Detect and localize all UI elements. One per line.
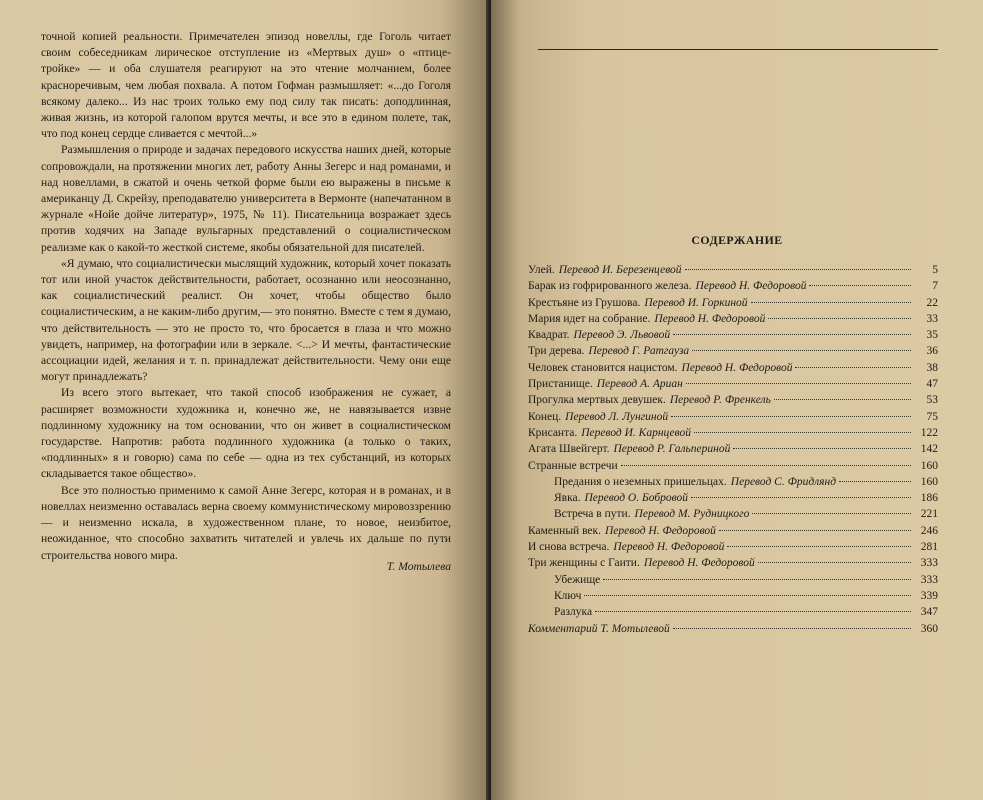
toc-dot-leader <box>839 481 911 482</box>
toc-entry-page: 7 <box>932 280 938 293</box>
toc-dot-leader <box>685 269 911 270</box>
toc-entry <box>528 392 938 408</box>
toc-entry-title: Человек становится нацистом. <box>528 361 678 374</box>
toc-entry-translator: Перевод Р. Френкель <box>669 394 771 407</box>
toc-entry-page: 347 <box>920 606 938 619</box>
toc-entry-title: Пристанище. <box>528 378 593 391</box>
toc-entry <box>528 311 938 327</box>
toc-dot-leader <box>694 432 911 433</box>
toc-dot-leader <box>774 399 911 400</box>
toc-entry <box>528 360 938 376</box>
toc-entry-title: Мария идет на собрание. <box>528 312 651 325</box>
toc-entry <box>528 262 938 278</box>
toc-dot-leader <box>751 302 911 303</box>
toc-entry-translator: Перевод Н. Федоровой <box>681 361 793 374</box>
toc-entry <box>528 555 938 571</box>
author-signature: Т. Мотылева <box>386 560 451 573</box>
essay-paragraph: точной копией реальности. Примечателен эпизод новеллы, где Гоголь читает своим собеседникам лирическое отступление из «Мертвых душ» о «птице-тройке» — и оба слушателя реагируют на это чтение молчанием, более красноречивым, чем любая похвала. А потом Гофман размышляет: «...до Гоголя всякому далеко... Из нас троих только ему под силу так писать: доподлинная, живая жизнь, из которой галопом врутся мечты, и все это в едином полете, так, что под конец сердце сливается с мечтой...» <box>41 30 451 141</box>
toc-dot-leader <box>719 530 911 531</box>
toc-entry-page: 333 <box>920 573 938 586</box>
toc-entry <box>528 588 938 604</box>
toc-entry-translator: Перевод Н. Федоровой <box>695 280 807 293</box>
toc-entry-translator: Перевод Н. Федоровой <box>613 541 725 554</box>
toc-entry-page: 75 <box>926 410 938 423</box>
toc-entry <box>528 409 938 425</box>
toc-entry <box>528 506 938 522</box>
toc-title: СОДЕРЖАНИЕ <box>691 233 783 247</box>
toc-entry-page: 246 <box>920 524 938 537</box>
toc-dot-leader <box>768 318 911 319</box>
toc-entry-title: Конец. <box>528 410 562 423</box>
right-page <box>491 0 983 800</box>
toc-entry-title: Ключ <box>554 589 582 602</box>
toc-entry-page: 33 <box>926 312 938 325</box>
toc-dot-leader <box>673 334 911 335</box>
toc-entry-title: Прогулка мертвых девушек. <box>528 394 666 407</box>
top-rule <box>538 49 938 50</box>
toc-entry <box>528 441 938 457</box>
toc-entry-title: Разлука <box>554 606 593 619</box>
essay-paragraph: Из всего этого вытекает, что такой способ изображения не сужает, а расширяет возможности художника и, конечно же, не навязывается извне подлинному художнику на том основании, что он живет в социалистическом государстве. Напротив: работа подлинного художника (а только о таких, «подлинных» я и говорю) сама по себе — одна из тех субстанций, из которых складывается такое общество». <box>41 386 451 481</box>
toc-entry-translator: Перевод Г. Ратгауза <box>588 345 690 358</box>
toc-entry-title: Три женщины с Гаити. <box>528 557 640 570</box>
toc-entry-title: Убежище <box>554 573 601 586</box>
toc-entry-translator: Перевод И. Карнцевой <box>581 426 692 439</box>
toc-entry-page: 53 <box>926 394 938 407</box>
toc-entry-translator: Перевод Л. Лунгиной <box>565 410 669 423</box>
toc-entry-page: 333 <box>920 557 938 570</box>
toc-entry-translator: Перевод О. Бобровой <box>584 492 688 505</box>
toc-entry <box>528 621 938 637</box>
toc-entry-page: 38 <box>926 361 938 374</box>
toc-entry <box>528 376 938 392</box>
toc-entry-title: Три дерева. <box>528 345 585 358</box>
toc-dot-leader <box>727 546 911 547</box>
toc-entry <box>528 523 938 539</box>
toc-dot-leader <box>733 448 911 449</box>
left-page <box>0 0 489 800</box>
toc-entry-title: И снова встреча. <box>528 541 610 554</box>
toc-entry-title: Встреча в пути. <box>554 508 631 521</box>
toc-entry-translator: Перевод Н. Федоровой <box>654 312 766 325</box>
toc-entry-translator: Перевод А. Ариан <box>596 378 683 391</box>
toc-entry <box>528 474 938 490</box>
toc-entry-page: 339 <box>920 589 938 602</box>
toc-entry-translator: Перевод Н. Федоровой <box>643 557 755 570</box>
toc-entry-page: 5 <box>932 264 938 276</box>
toc-dot-leader <box>621 465 911 466</box>
essay-paragraph: Все это полностью применимо к самой Анне Зегерс, которая и в романах, и в новеллах неизменно оставалась верна своему коммунистическому мировоззрению — и неизменно искала, в художественном плане, то новое, неизбитое, неожиданное, что способно захватить читателей и увлечь их дальше по пути строительства нового мира. <box>41 483 451 562</box>
toc-entry-translator: Перевод Н. Федоровой <box>605 524 716 537</box>
toc-entry-page: 281 <box>920 541 938 554</box>
toc-entry <box>528 458 938 474</box>
toc-entry <box>528 425 938 441</box>
toc-entry-title: Агата Швейгерт. <box>528 443 610 456</box>
toc-entry-title: Странные встречи <box>528 459 618 472</box>
toc-entry-translator: Перевод Э. Львовой <box>573 329 671 342</box>
toc-entry-page: 36 <box>926 345 938 358</box>
toc-entry-title: Крестьяне из Грушова. <box>528 296 641 309</box>
toc-entry-title: Каменный век. <box>528 524 601 537</box>
toc-dot-leader <box>795 367 911 368</box>
essay-paragraph: «Я думаю, что социалистически мыслящий художник, который хочет показать тот или иной участок действительности, работает, осознанно или неосознанно, как социалистический реалист. Он хочет, чтобы общество было социалистическим, а не каким-либо другим,— это понятно. Вместе с тем я думаю, что действительность — это не просто то, что бросается в глаза и что можно увидеть, например, на фотографии или в зеркале. <...> И мечты, фантастические ассоциации идей, желания и т. п. принадлежат действительности. Чему они еще могут принадлежать? <box>41 256 451 384</box>
toc-entry <box>528 539 938 555</box>
toc-entry-translator: Перевод И. Горкиной <box>644 296 748 309</box>
toc-entry <box>528 490 938 506</box>
toc-dot-leader <box>691 497 911 498</box>
toc-entry-title: Улей. <box>528 264 555 276</box>
toc-entry-page: 142 <box>920 443 938 456</box>
toc-dot-leader <box>758 562 911 563</box>
toc-entry-page: 122 <box>920 426 938 439</box>
toc-dot-leader <box>673 628 911 629</box>
toc-entry-translator: Перевод М. Рудницкого <box>634 508 750 521</box>
toc-dot-leader <box>752 513 911 514</box>
toc-entry-title: Комментарий Т. Мотылевой <box>528 622 670 635</box>
toc-dot-leader <box>692 350 911 351</box>
toc-entry-title: Барак из гофрированного железа. <box>528 280 692 293</box>
toc-dot-leader <box>603 579 911 580</box>
toc-entry <box>528 278 938 294</box>
toc-entry <box>528 295 938 311</box>
toc-entry-page: 35 <box>926 329 938 342</box>
toc-entry-title: Явка. <box>554 492 581 505</box>
toc-entry-title: Квадрат. <box>528 329 570 342</box>
toc-entry <box>528 604 938 620</box>
toc-entry-page: 160 <box>920 475 938 488</box>
toc-dot-leader <box>584 595 911 596</box>
toc-entry <box>528 327 938 343</box>
toc-entry-page: 22 <box>926 296 938 309</box>
toc-entry <box>528 343 938 359</box>
toc-dot-leader <box>809 285 911 286</box>
toc-entry-page: 47 <box>926 378 938 391</box>
toc-entry-page: 186 <box>920 492 938 505</box>
toc-dot-leader <box>595 611 911 612</box>
toc-dot-leader <box>686 383 911 384</box>
essay-text <box>41 29 451 564</box>
toc-entry <box>528 572 938 588</box>
toc-entry-title: Предания о неземных пришельцах. <box>554 475 727 488</box>
toc-entry-translator: Перевод И. Березенцевой <box>558 264 682 276</box>
toc-entry-page: 221 <box>920 508 938 521</box>
toc-entry-page: 360 <box>920 622 938 635</box>
essay-paragraph: Размышления о природе и задачах передового искусства наших дней, которые сопровождали, на протяжении многих лет, работу Анны Зегерс и над романами, и над новеллами, в сжатой и очень четкой форме были ею выражены в письме к американцу Д. Скрейзу, преподавателю университета в Вермонте (напечатанном в журнале «Нойе дойче литератур», 1975, № 11). Писательница возражает здесь против ходячих на Западе вульгарных представлений о социалистическом реализме как о какой-то жесткой системе, якобы обязательной для писателей. <box>41 143 451 254</box>
toc-entry-translator: Перевод С. Фридлянд <box>730 475 837 488</box>
toc-entry-translator: Перевод Р. Гальпериной <box>613 443 731 456</box>
toc-entry-title: Крисанта. <box>528 426 578 439</box>
table-of-contents <box>528 262 938 637</box>
toc-dot-leader <box>671 416 911 417</box>
toc-entry-page: 160 <box>920 459 938 472</box>
